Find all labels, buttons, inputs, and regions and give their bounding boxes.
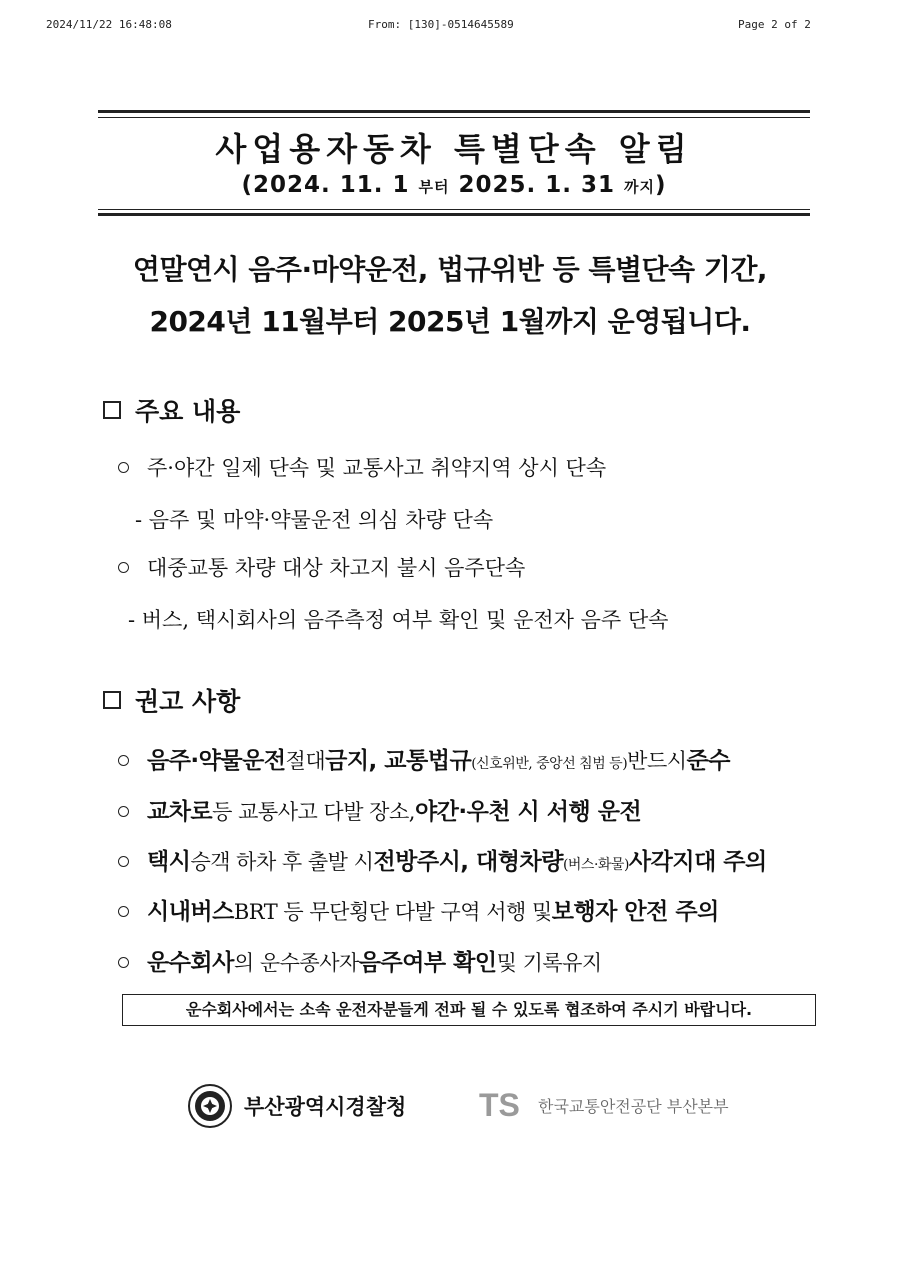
checkbox-square-icon xyxy=(103,401,121,419)
police-seal-icon xyxy=(188,1084,232,1128)
circle-bullet-icon xyxy=(118,856,129,867)
circle-bullet-icon xyxy=(118,562,129,573)
title-rule xyxy=(98,117,810,118)
svg-text:TS: TS xyxy=(479,1088,520,1122)
ts-logo-icon xyxy=(478,1088,534,1122)
headline-line-2: 2024년 11월부터 2025년 1월까지 운영됩니다. xyxy=(149,305,751,338)
circle-bullet-icon xyxy=(118,806,129,817)
circle-bullet-icon xyxy=(118,462,129,473)
list-sub-item: - 음주 및 마약·약물운전 의심 차량 단속 xyxy=(135,508,494,532)
section-heading: 권고 사항 xyxy=(135,687,241,716)
fax-header xyxy=(0,18,900,36)
section-heading: 주요 내용 xyxy=(135,397,241,426)
fax-from: From: [130]-0514645589 xyxy=(368,18,514,31)
section-recommendations xyxy=(103,682,240,718)
circle-bullet-icon xyxy=(118,755,129,766)
enforcement-period: (2024. 11. 1 부터 2025. 1. 31 까지) xyxy=(241,172,667,198)
police-agency-logo xyxy=(188,1084,406,1128)
circle-bullet-icon xyxy=(118,906,129,917)
recommendation-item: 교차로 등 교통사고 다발 장소, 야간·우천 시 서행 운전 xyxy=(118,793,641,826)
document-title: 사업용자동차 특별단속 알림 xyxy=(215,130,693,168)
police-agency-name: 부산광역시경찰청 xyxy=(244,1095,407,1119)
recommendation-item: 택시 승객 하차 후 출발 시 전방주시, 대형차량 (버스·화물) 사각지대 주의 xyxy=(118,843,767,876)
recommendation-item: 운수회사 의 운수종사자 음주여부 확인 및 기록유지 xyxy=(118,944,602,977)
section-main-content xyxy=(103,392,240,428)
fax-date: 2024/11/22 16:48:08 xyxy=(46,18,172,31)
list-item: 주·야간 일제 단속 및 교통사고 취약지역 상시 단속 xyxy=(118,452,606,482)
fax-page-number: Page 2 of 2 xyxy=(738,18,811,31)
list-item: 대중교통 차량 대상 차고지 불시 음주단속 xyxy=(118,552,525,582)
title-rule xyxy=(98,213,810,216)
ts-agency-logo xyxy=(478,1088,729,1122)
recommendation-item: 시내버스 BRT 등 무단횡단 다발 구역 서행 및 보행자 안전 주의 xyxy=(118,893,719,926)
headline-line-1: 연말연시 음주·마약운전, 법규위반 등 특별단속 기간, xyxy=(132,253,768,286)
cooperation-notice: 운수회사에서는 소속 운전자분들게 전파 될 수 있도록 협조하여 주시기 바랍니다. xyxy=(122,994,816,1026)
checkbox-square-icon xyxy=(103,691,121,709)
recommendation-item: 음주·약물운전 절대 금지, 교통법규 (신호위반, 중앙선 침범 등) 반드시 준수 xyxy=(118,742,730,775)
circle-bullet-icon xyxy=(118,957,129,968)
list-sub-item: - 버스, 택시회사의 음주측정 여부 확인 및 운전자 음주 단속 xyxy=(128,608,669,632)
title-rule xyxy=(98,110,810,113)
title-rule xyxy=(98,209,810,210)
title-box xyxy=(98,110,810,218)
ts-agency-name: 한국교통안전공단 부산본부 xyxy=(538,1096,729,1116)
